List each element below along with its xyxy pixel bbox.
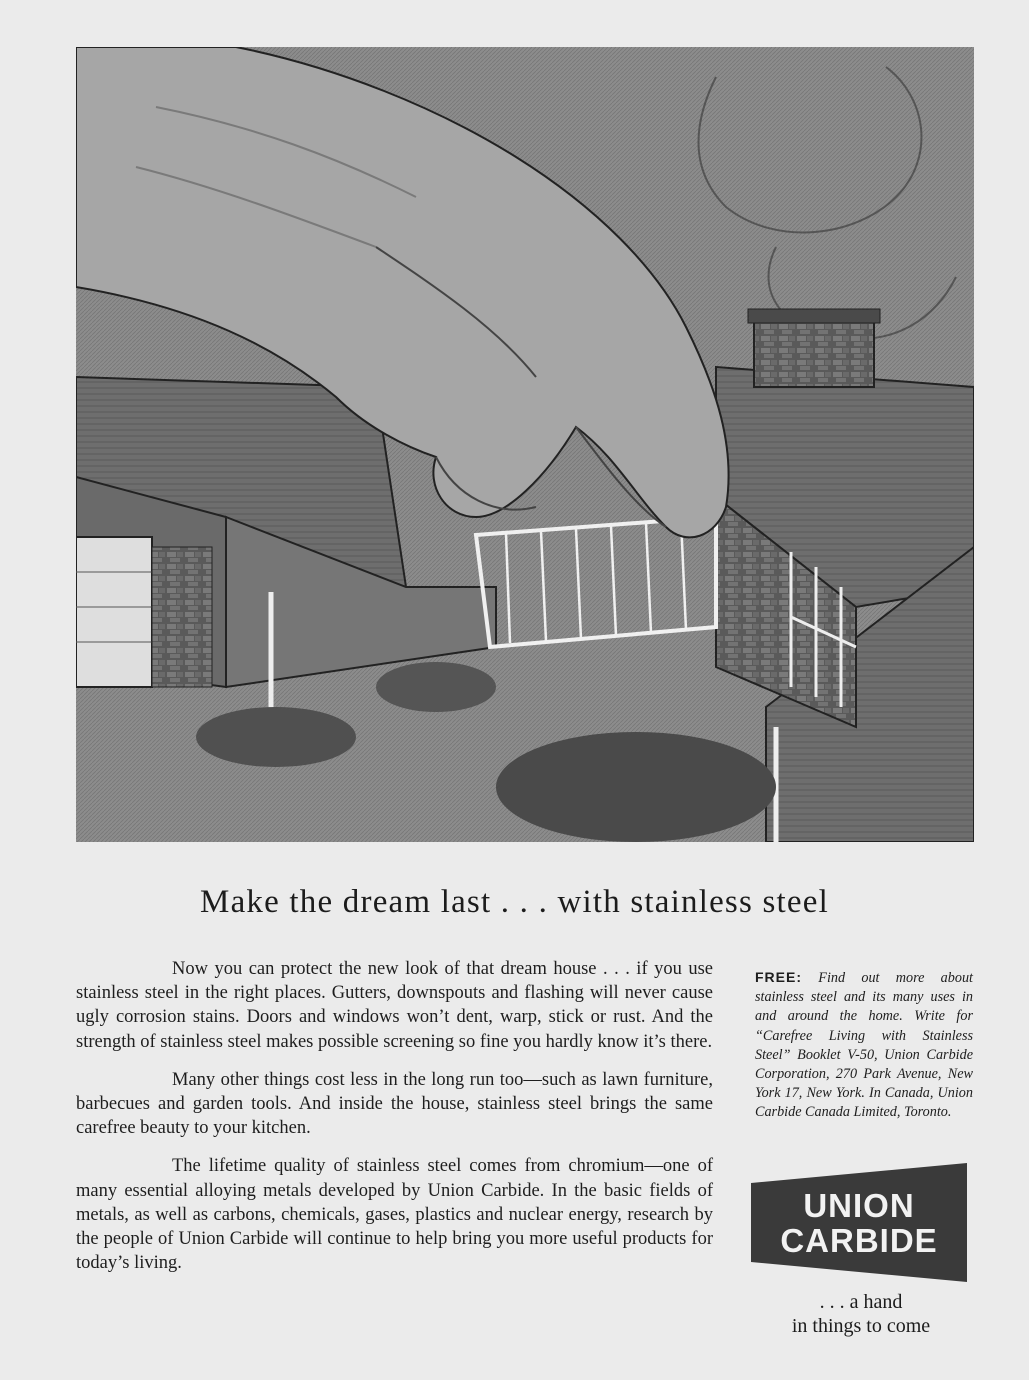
union-carbide-logo — [751, 1163, 967, 1282]
logo-line-2: CARBIDE — [780, 1221, 938, 1259]
body-copy — [76, 957, 713, 1289]
tagline-line-1: . . . a hand — [819, 1291, 903, 1313]
logo-line-1: UNION — [803, 1186, 915, 1224]
hero-illustration — [76, 47, 974, 842]
tagline-line-2: in things to come — [791, 1315, 931, 1337]
headline: Make the dream last . . . with stainless steel — [200, 884, 829, 920]
body-paragraph: Many other things cost less in the long run too—such as lawn furniture, barbecues and garden tools. And inside the house, stainless steel brings the same carefree beauty to your kitchen. — [76, 1069, 713, 1139]
tagline — [748, 1290, 974, 1338]
body-paragraph: The lifetime quality of stainless steel comes from chromium—one of many essential alloying metals developed by Union Carbide. In the basic fields of metals, as well as carbons, chemicals, gases, plastics and nuclear energy, research by the people of Union Carbide will continue to help bring you more useful products for today’s living. — [76, 1156, 713, 1274]
free-offer-text: Find out more about stainless steel and its many uses in and around the home. Write for “Carefree Living with Stainless Steel” Booklet V-50, Union Carbide Corporation, 270 Park Avenue, New York 17, New York. In Canada, Union Carbide Canada Limited, Toronto. — [755, 970, 973, 1121]
free-offer — [755, 968, 973, 1123]
chimney — [748, 309, 880, 387]
body-paragraph: Now you can protect the new look of that dream house . . . if you use stainless steel in the right places. Gutters, downspouts and flashing will never cause ugly corrosion stains. Doors and windows won’t dent, warp, stick or rust. And the strength of stainless steel makes possible screening so fine you hardly know it’s there. — [76, 959, 713, 1052]
free-label: FREE: — [755, 969, 802, 985]
